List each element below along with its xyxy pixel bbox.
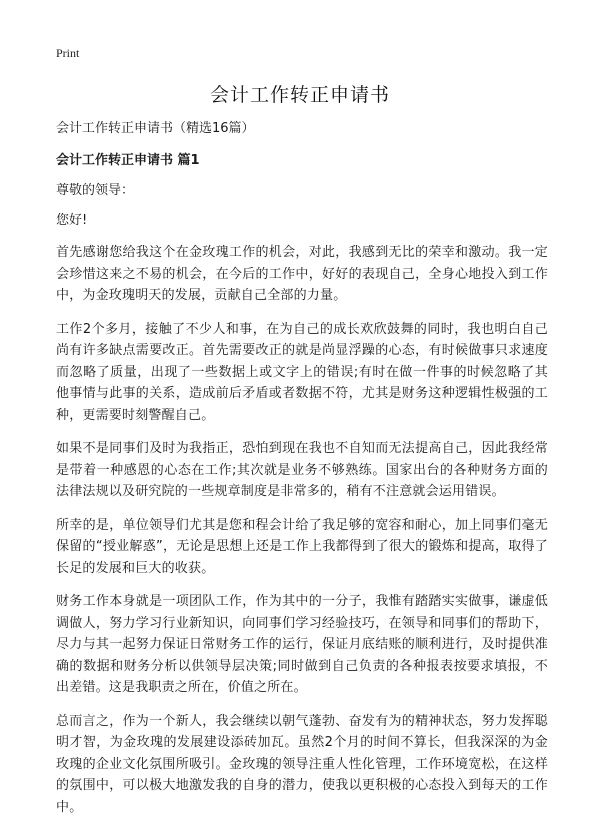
section-heading: 会计工作转正申请书 篇1 — [56, 153, 200, 168]
paragraph: 总而言之，作为一个新人，我会继续以朝气蓬勃、奋发有为的精神状态，努力发挥聪明才智，为金玫瑰的发展建设添砖加瓦。虽然2个月的时间不算长，但我深深的为金玫瑰的企业文化氛围所吸引。金玫瑰的领导注重人性化管理，工作环境宽松，在这样的氛围中，可以极大地激发我的自身的潜力，使我以更积极的心态投入到每天的工作中。 — [56, 713, 548, 815]
paragraph: 工作2个多月，接触了不少人和事，在为自己的成长欢欣鼓舞的同时，我也明白自己尚有许多缺点需要改正。首先需要改正的就是尚显浮躁的心态，有时候做事只求速度而忽略了质量，出现了一些数据上或文字上的错误;有时在做一件事的时候忽略了其他事情与此事的关系，造成前后矛盾或者数据不符，尤其是财务这种逻辑性极强的工种，更需要时刻警醒自己。 — [56, 321, 548, 423]
paragraph: 所幸的是，单位领导们尤其是您和程会计给了我足够的宽容和耐心，加上同事们毫无保留的“授业解惑”，无论是思想上还是工作上我都得到了很大的锻炼和提高，取得了长足的发展和巨大的收获。 — [56, 517, 548, 576]
page-title: 会计工作转正申请书 — [209, 84, 390, 106]
document-body — [56, 120, 548, 830]
greeting: 您好! — [56, 213, 88, 228]
paragraph: 如果不是同事们及时为我指正，恐怕到现在我也不自知而无法提高自己，因此我经常是带着一种感恩的心态在工作;其次就是业务不够熟练。国家出台的各种财务方面的法律法规以及研究院的一些规章制度是非常多的，稍有不注意就会运用错误。 — [56, 441, 548, 499]
print-label: Print — [56, 46, 80, 60]
paragraph: 首先感谢您给我这个在金玫瑰工作的机会，对此，我感到无比的荣幸和激动。我一定会珍惜这来之不易的机会，在今后的工作中，好好的表现自己，全身心地投入到工作中，为金玫瑰明天的发展，贡献自己全部的力量。 — [56, 245, 548, 303]
paragraph: 财务工作本身就是一项团队工作，作为其中的一分子，我惟有踏踏实实做事，谦虚低调做人，努力学习行业新知识，向同事们学习经验技巧，在领导和同事们的帮助下，尽力与其一起努力保证日常财务工作的运行，保证月底结账的顺利进行，及时提供准确的数据和财务分析以供领导层决策;同时做到自己负责的各种报表按要求填报，不出差错。这是我职责之所在，价值之所在。 — [56, 594, 548, 695]
salutation: 尊敬的领导： — [56, 183, 135, 198]
document-subtitle: 会计工作转正申请书（精选16篇） — [56, 121, 255, 136]
